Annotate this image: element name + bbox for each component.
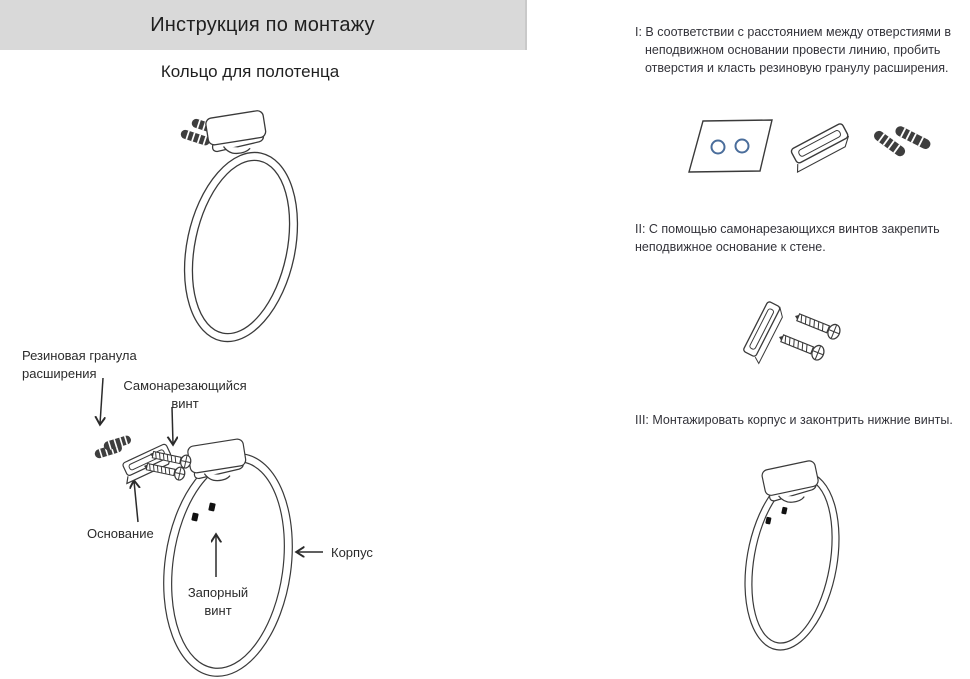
- page-title: Инструкция по монтажу: [150, 13, 375, 36]
- locking-screw-dots: [191, 502, 216, 521]
- label-rubber-granule: Резиновая гранула расширения: [22, 348, 137, 381]
- arrow-self-tapping-screw: [172, 407, 173, 444]
- base-shape: [787, 123, 853, 172]
- anchor-icon: [94, 435, 132, 460]
- base-shape: [118, 443, 174, 483]
- label-base: Основание: [87, 526, 154, 541]
- step-1-text: I: В соответствии с расстоянием между отверстиями в неподвижном основании провести линию, пробить отверстия и класть резиновую гранулу расширения.: [635, 25, 951, 76]
- base-shape: [741, 301, 786, 364]
- header-bar: [0, 0, 527, 50]
- ring-shape: [150, 445, 306, 679]
- label-body: Корпус: [331, 545, 373, 560]
- step-2-text: II: С помощью самонарезающихся винтов закрепить неподвижное основание к стене.: [635, 222, 940, 255]
- label-locking-screw: Запорный винт: [187, 585, 249, 618]
- arrow-base: [134, 481, 138, 522]
- arrow-rubber-granule: [100, 378, 103, 424]
- anchor-icon: [872, 125, 932, 159]
- bracket-shape: [187, 438, 248, 484]
- bracket-shape: [761, 460, 822, 508]
- step-3-illustration: [735, 455, 850, 655]
- step-2-illustration: [735, 288, 895, 368]
- ring-shape: [168, 142, 314, 352]
- wall-plate-shape: [689, 120, 772, 172]
- label-self-tapping-screw: Самонарезающийся винт: [123, 378, 247, 411]
- bracket-shape: [205, 110, 268, 158]
- towel-ring-main-illustration: [150, 95, 390, 355]
- step-1-illustration: [668, 100, 968, 185]
- screw-icon: [776, 309, 842, 362]
- step-3-text: III: Монтажировать корпус и законтрить нижние винты.: [635, 413, 953, 427]
- page-subtitle: Кольцо для полотенца: [160, 62, 340, 81]
